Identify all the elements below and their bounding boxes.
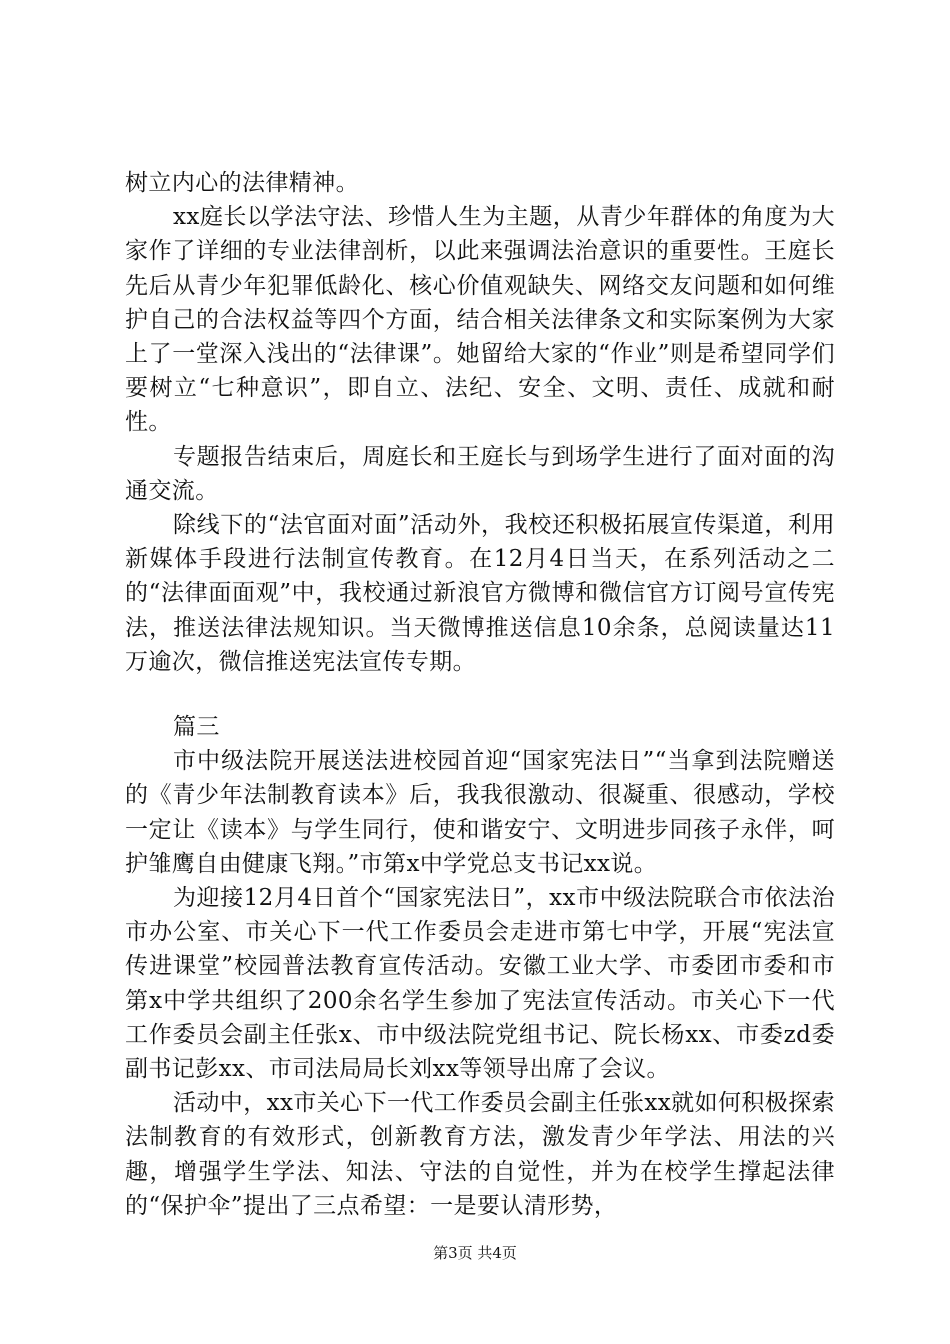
paragraph: 除线下的“法官面对面”活动外，我校还积极拓展宣传渠道，利用新媒体手段进行法制宣传教育。在12月4日当天，在系列活动之二的“法律面面观”中，我校通过新浪官方微博和微信官方订阅号宣传宪法，推送法律法规知识。当天微博推送信息10余条，总阅读量达11万逾次，微信推送宪法宣传专期。 <box>125 512 835 675</box>
page-number-label: 第3页 共4页 <box>433 1244 517 1262</box>
paragraph: xx庭长以学法守法、珍惜人生为主题，从青少年群体的角度为大家作了详细的专业法律剖析，以此来强调法治意识的重要性。王庭长先后从青少年犯罪低龄化、核心价值观缺失、网络交友问题和如何维护自己的合法权益等四个方面，结合相关法律条文和实际案例为大家上了一堂深入浅出的“法律课”。她留给大家的“作业”则是希望同学们要树立“七种意识”，即自立、法纪、安全、文明、责任、成就和耐性。 <box>125 204 835 436</box>
paragraph: 为迎接12月4日首个“国家宪法日”，xx市中级法院联合市依法治市办公室、市关心下一代工作委员会走进市第七中学，开展“宪法宣传进课堂”校园普法教育宣传活动。安徽工业大学、市委团市委和市第x中学共组织了200余名学生参加了宪法宣传活动。市关心下一代工作委员会副主任张x、市中级法院党组书记、院长杨xx、市委zd委副书记彭xx、市司法局局长刘xx等领导出席了会议。 <box>125 885 835 1083</box>
section-heading: 篇三 <box>173 714 220 741</box>
paragraph: 专题报告结束后，周庭长和王庭长与到场学生进行了面对面的沟通交流。 <box>125 443 835 504</box>
document-body <box>125 166 835 1223</box>
paragraph-continuation: 树立内心的法律精神。 <box>125 170 359 196</box>
paragraph: 市中级法院开展送法进校园首迎“国家宪法日”“当拿到法院赠送的《青少年法制教育读本》后，我我很激动、很凝重、很感动，学校一定让《读本》与学生同行，使和谐安宁、文明进步同孩子永伴，呵护雏鹰自由健康飞翔。”市第x中学党总支书记xx说。 <box>125 748 835 877</box>
page-footer <box>0 1243 950 1263</box>
paragraph: 活动中，xx市关心下一代工作委员会副主任张xx就如何积极探索法制教育的有效形式，创新教育方法，激发青少年学法、用法的兴趣，增强学生学法、知法、守法的自觉性，并为在校学生撑起法律的“保护伞”提出了三点希望：一是要认清形势， <box>125 1090 835 1219</box>
